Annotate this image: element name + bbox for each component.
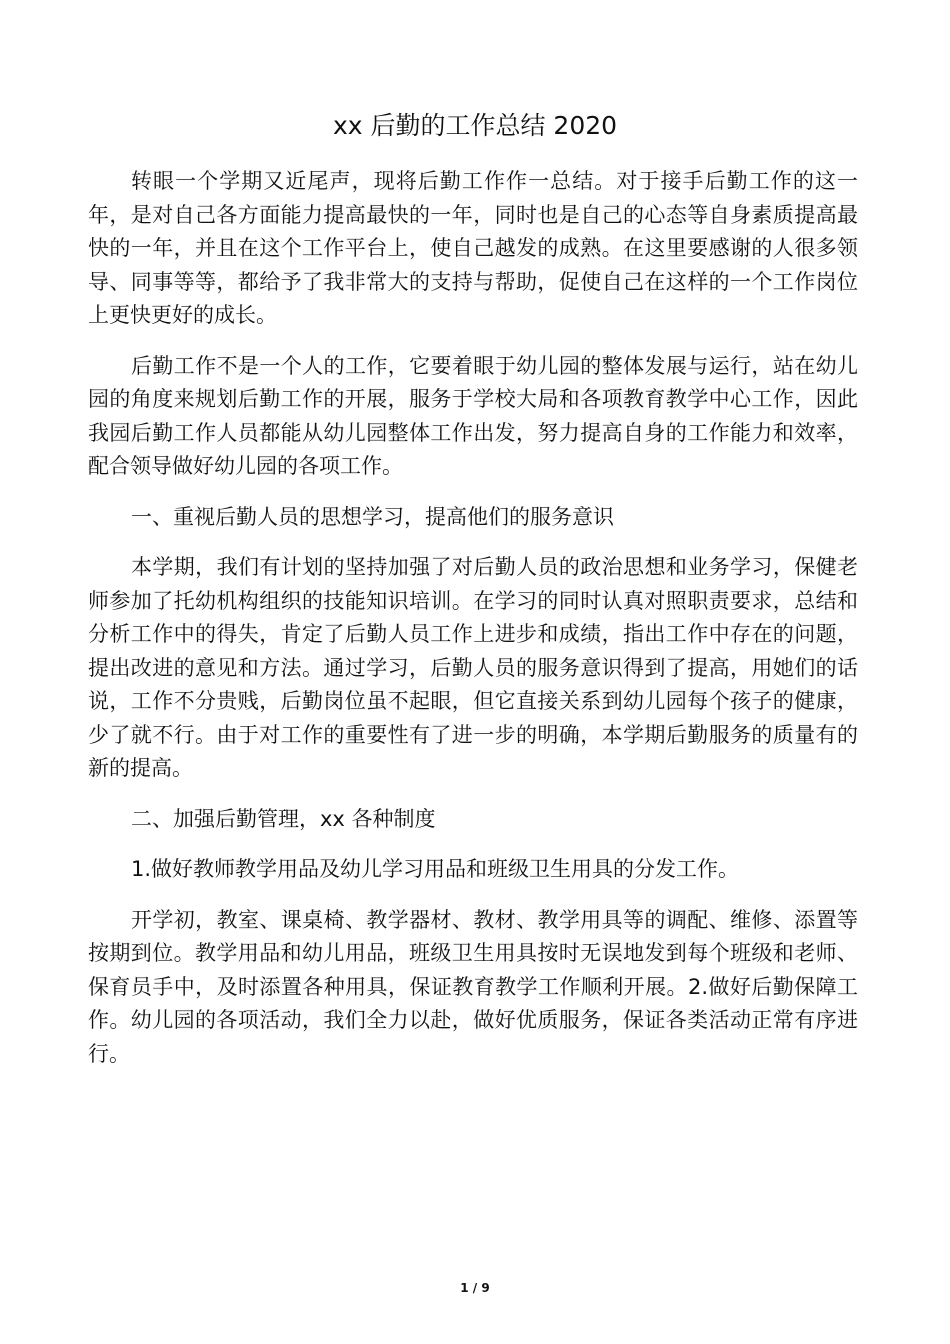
paragraph-supplies: 开学初，教室、课桌椅、教学器材、教材、教学用具等的调配、维修、添置等按期到位。教学用品和幼儿用品，班级卫生用具按时无误地发到每个班级和老师、保育员手中，及时添置各种用具，保证教育教学工作顺利开展。2.做好后勤保障工作。幼儿园的各项活动，我们全力以赴，做好优质服务，保证各类活动正常有序进行。 xyxy=(88,907,858,1066)
section-heading-2: 二、加强后勤管理，xx 各种制度 xyxy=(131,806,436,831)
paragraph-intro: 转眼一个学期又近尾声，现将后勤工作作一总结。对于接手后勤工作的这一年，是对自己各方面能力提高最快的一年，同时也是自己的心态等自身素质提高最快的一年，并且在这个工作平台上，使自己越发的成熟。在这里要感谢的人很多领导、同事等等，都给予了我非常大的支持与帮助，促使自己在这样的一个工作岗位上更快更好的成长。 xyxy=(88,169,858,327)
section-heading-1: 一、重视后勤人员的思想学习，提高他们的服务意识 xyxy=(131,504,614,529)
paragraph-logistics-overview: 后勤工作不是一个人的工作，它要着眼于幼儿园的整体发展与运行，站在幼儿园的角度来规划后勤工作的开展，服务于学校大局和各项教育教学中心工作，因此我园后勤工作人员都能从幼儿园整体工作出发，努力提高自身的工作能力和效率，配合领导做好幼儿园的各项工作。 xyxy=(88,353,858,478)
document-title: xx 后勤的工作总结 2020 xyxy=(332,111,618,140)
paragraph-study: 本学期，我们有计划的坚持加强了对后勤人员的政治思想和业务学习，保健老师参加了托幼机构组织的技能知识培训。在学习的同时认真对照职责要求，总结和分析工作中的得失，肯定了后勤人员工作上进步和成绩，指出工作中存在的问题，提出改进的意见和方法。通过学习，后勤人员的服务意识得到了提高，用她们的话说，工作不分贵贱，后勤岗位虽不起眼，但它直接关系到幼儿园每个孩子的健康，少了就不行。由于对工作的重要性有了进一步的明确，本学期后勤服务的质量有的新的提高。 xyxy=(88,555,858,780)
subsection-heading-1: 1.做好教师教学用品及幼儿学习用品和班级卫生用具的分发工作。 xyxy=(131,857,740,881)
page-number: 1 / 9 xyxy=(460,1281,490,1295)
document-body xyxy=(88,165,858,1071)
